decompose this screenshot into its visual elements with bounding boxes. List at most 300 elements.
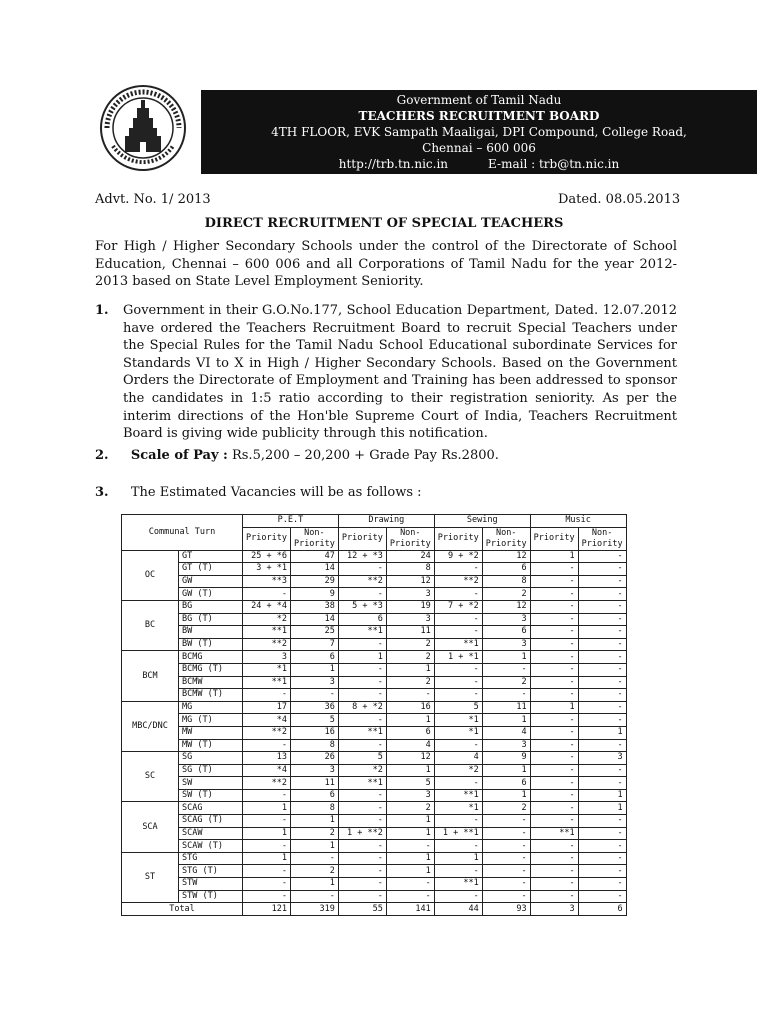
table-row	[122, 626, 627, 639]
vacancy-cell: **3	[243, 575, 291, 588]
vacancy-cell: 2	[482, 802, 530, 815]
vacancy-cell: -	[434, 613, 482, 626]
vacancy-cell: -	[530, 815, 578, 828]
communal-turn-cell: BCMG	[179, 651, 243, 664]
vacancy-cell: 36	[290, 701, 338, 714]
vacancy-cell: **2	[243, 726, 291, 739]
vacancy-cell: -	[530, 575, 578, 588]
vacancy-cell: 1	[386, 663, 434, 676]
vacancy-cell: 5	[290, 714, 338, 727]
vacancy-cell: **1	[530, 827, 578, 840]
vacancy-cell: -	[434, 689, 482, 702]
scale-of-pay-value: Rs.5,200 – 20,200 + Grade Pay Rs.2800.	[227, 448, 499, 463]
vacancy-cell: 1	[338, 651, 386, 664]
vacancy-cell: -	[530, 638, 578, 651]
vacancy-cell: 2	[386, 676, 434, 689]
vacancy-cell: -	[434, 815, 482, 828]
vacancy-cell: 47	[290, 550, 338, 563]
vacancy-cell: 4	[482, 726, 530, 739]
communal-turn-cell: SCAW	[179, 827, 243, 840]
table-row	[122, 815, 627, 828]
advertisement-number: Advt. No. 1/ 2013	[95, 192, 211, 207]
vacancy-cell: -	[434, 563, 482, 576]
vacancy-cell: -	[338, 563, 386, 576]
vacancy-cell: 3	[290, 676, 338, 689]
vacancy-cell: 4	[434, 752, 482, 765]
vacancy-cell: -	[578, 563, 626, 576]
vacancy-cell: -	[434, 890, 482, 903]
vacancy-cell: -	[434, 676, 482, 689]
communal-turn-cell: STW	[179, 878, 243, 891]
vacancy-cell: 12	[386, 752, 434, 765]
scale-of-pay-label: Scale of Pay :	[130, 448, 228, 463]
table-row	[122, 726, 627, 739]
letterhead-box	[201, 90, 757, 174]
vacancy-cell: 1	[482, 789, 530, 802]
vacancy-cell: 19	[386, 600, 434, 613]
vacancy-cell: 11	[482, 701, 530, 714]
vacancy-cell: -	[578, 638, 626, 651]
vacancy-cell: -	[243, 890, 291, 903]
point-1	[95, 302, 677, 443]
table-row	[122, 739, 627, 752]
vacancy-cell: -	[338, 878, 386, 891]
vacancy-cell: -	[243, 815, 291, 828]
vacancy-cell: -	[386, 840, 434, 853]
vacancy-cell: 3	[243, 651, 291, 664]
vacancy-cell: 9	[290, 588, 338, 601]
intro-paragraph: For High / Higher Secondary Schools under the control of the Directorate of School Education, Chennai – 600 006 and all Corporations of Tamil Nadu for the year 2012-2013 based on State Level Employment Seniority.	[95, 239, 677, 289]
table-row	[122, 701, 627, 714]
vacancy-cell: **1	[434, 638, 482, 651]
vacancy-cell: 5 + *3	[338, 600, 386, 613]
vacancy-cell: -	[386, 878, 434, 891]
vacancy-cell: 9 + *2	[434, 550, 482, 563]
total-cell: 44	[434, 903, 482, 916]
vacancy-cell: 1	[243, 827, 291, 840]
point-3-number: 3.	[95, 485, 109, 500]
non-priority-header: Non-Priority	[578, 527, 626, 550]
vacancy-cell: 1	[290, 878, 338, 891]
vacancy-cell: -	[530, 764, 578, 777]
priority-header: Priority	[338, 527, 386, 550]
vacancy-cell: -	[338, 588, 386, 601]
vacancy-cell: **1	[243, 676, 291, 689]
subject-header: P.E.T	[243, 515, 339, 528]
header-email-link[interactable]: E-mail : trb@tn.nic.in	[488, 157, 620, 171]
vacancy-cell: 8	[482, 575, 530, 588]
communal-turn-cell: STG	[179, 852, 243, 865]
vacancy-cell: 2	[386, 638, 434, 651]
vacancy-cell: 12	[482, 550, 530, 563]
vacancy-cell: -	[434, 777, 482, 790]
vacancy-cell: -	[338, 890, 386, 903]
communal-turn-cell: SCAW (T)	[179, 840, 243, 853]
table-row	[122, 613, 627, 626]
vacancy-cell: -	[578, 865, 626, 878]
vacancy-cell: 1 + **1	[434, 827, 482, 840]
priority-header: Priority	[434, 527, 482, 550]
vacancy-cell: -	[530, 613, 578, 626]
vacancy-cell: **1	[434, 878, 482, 891]
vacancy-cell: -	[338, 676, 386, 689]
vacancy-cell: -	[578, 613, 626, 626]
vacancy-cell: -	[578, 575, 626, 588]
table-row	[122, 676, 627, 689]
communal-turn-cell: GW (T)	[179, 588, 243, 601]
vacancy-cell: 25	[290, 626, 338, 639]
vacancy-cell: 11	[386, 626, 434, 639]
vacancy-cell: **1	[338, 626, 386, 639]
vacancy-cell: *1	[243, 663, 291, 676]
communal-turn-cell: SCAG	[179, 802, 243, 815]
point-2-number: 2.	[95, 448, 109, 463]
vacancy-cell: 1	[386, 865, 434, 878]
communal-turn-cell: BW (T)	[179, 638, 243, 651]
community-group-cell: SCA	[122, 802, 179, 852]
table-row	[122, 575, 627, 588]
vacancy-cell: -	[530, 878, 578, 891]
vacancy-cell: -	[338, 852, 386, 865]
vacancy-cell: -	[530, 840, 578, 853]
communal-turn-cell: BG	[179, 600, 243, 613]
total-cell: 3	[530, 903, 578, 916]
vacancy-cell: -	[530, 852, 578, 865]
vacancy-cell: 16	[290, 726, 338, 739]
communal-turn-cell: SG (T)	[179, 764, 243, 777]
vacancy-cell: -	[482, 878, 530, 891]
vacancy-cell: -	[530, 663, 578, 676]
vacancy-cell: -	[530, 689, 578, 702]
vacancy-cell: 24 + *4	[243, 600, 291, 613]
total-cell: 319	[290, 903, 338, 916]
vacancy-cell: -	[578, 890, 626, 903]
vacancy-cell: -	[530, 777, 578, 790]
vacancy-cell: -	[243, 840, 291, 853]
point-3-text: The Estimated Vacancies will be as follows :	[130, 485, 422, 500]
vacancy-cell: -	[386, 890, 434, 903]
communal-turn-cell: BG (T)	[179, 613, 243, 626]
vacancy-cell: -	[434, 739, 482, 752]
table-row	[122, 663, 627, 676]
header-board-name: TEACHERS RECRUITMENT BOARD	[358, 109, 600, 123]
vacancy-cell: -	[578, 701, 626, 714]
communal-turn-cell: MG (T)	[179, 714, 243, 727]
vacancy-cell: 9	[482, 752, 530, 765]
table-row	[122, 878, 627, 891]
vacancy-cell: -	[482, 663, 530, 676]
vacancy-cell: -	[530, 626, 578, 639]
vacancy-cell: -	[434, 588, 482, 601]
subject-header: Music	[530, 515, 626, 528]
vacancy-cell: -	[482, 840, 530, 853]
vacancy-cell: 3	[482, 613, 530, 626]
vacancy-cell: 3	[290, 764, 338, 777]
vacancy-cell: 1	[530, 701, 578, 714]
vacancy-cell: -	[578, 714, 626, 727]
communal-turn-cell: SG	[179, 752, 243, 765]
vacancy-table	[121, 514, 627, 916]
vacancy-cell: *2	[243, 613, 291, 626]
vacancy-cell: -	[530, 676, 578, 689]
priority-header: Priority	[243, 527, 291, 550]
vacancy-cell: 3 + *1	[243, 563, 291, 576]
vacancy-cell: 8 + *2	[338, 701, 386, 714]
header-city: Chennai – 600 006	[422, 141, 536, 155]
vacancy-cell: **2	[434, 575, 482, 588]
vacancy-cell: -	[290, 852, 338, 865]
vacancy-cell: -	[530, 802, 578, 815]
vacancy-cell: -	[578, 663, 626, 676]
vacancy-cell: 1	[290, 840, 338, 853]
vacancy-cell: -	[290, 890, 338, 903]
point-2	[95, 448, 499, 463]
communal-turn-cell: BCMG (T)	[179, 663, 243, 676]
vacancy-cell: -	[434, 626, 482, 639]
communal-turn-cell: STW (T)	[179, 890, 243, 903]
table-row	[122, 777, 627, 790]
vacancy-cell: 5	[386, 777, 434, 790]
total-row	[122, 903, 627, 916]
vacancy-cell: -	[434, 663, 482, 676]
table-row	[122, 651, 627, 664]
vacancy-cell: 5	[434, 701, 482, 714]
vacancy-cell: -	[482, 815, 530, 828]
vacancy-cell: 1	[434, 852, 482, 865]
vacancy-cell: -	[578, 827, 626, 840]
communal-turn-cell: MW (T)	[179, 739, 243, 752]
vacancy-cell: -	[243, 865, 291, 878]
vacancy-cell: 1	[243, 852, 291, 865]
community-group-cell: ST	[122, 852, 179, 902]
community-group-cell: SC	[122, 752, 179, 802]
vacancy-cell: 12 + *3	[338, 550, 386, 563]
total-cell: 55	[338, 903, 386, 916]
vacancy-cell: 1	[482, 714, 530, 727]
vacancy-cell: 3	[386, 789, 434, 802]
communal-turn-cell: MG	[179, 701, 243, 714]
vacancy-cell: -	[530, 726, 578, 739]
vacancy-cell: -	[578, 550, 626, 563]
vacancy-cell: 1	[482, 764, 530, 777]
vacancy-cell: 11	[290, 777, 338, 790]
vacancy-cell: 6	[290, 789, 338, 802]
vacancy-cell: 26	[290, 752, 338, 765]
vacancy-cell: -	[578, 651, 626, 664]
vacancy-cell: 1	[243, 802, 291, 815]
vacancy-cell: 2	[290, 865, 338, 878]
vacancy-cell: 6	[338, 613, 386, 626]
vacancy-cell: 3	[386, 588, 434, 601]
vacancy-cell: -	[482, 890, 530, 903]
vacancy-cell: -	[482, 827, 530, 840]
vacancy-cell: -	[338, 865, 386, 878]
vacancy-cell: -	[338, 815, 386, 828]
vacancy-cell: 1	[386, 852, 434, 865]
communal-turn-cell: BCMW	[179, 676, 243, 689]
vacancy-cell: 2	[482, 676, 530, 689]
table-row	[122, 689, 627, 702]
vacancy-cell: 8	[290, 739, 338, 752]
vacancy-cell: **1	[243, 626, 291, 639]
vacancy-cell: *4	[243, 714, 291, 727]
table-row	[122, 550, 627, 563]
vacancy-cell: -	[338, 789, 386, 802]
vacancy-cell: 6	[290, 651, 338, 664]
vacancy-cell: **2	[243, 777, 291, 790]
vacancy-cell: -	[578, 840, 626, 853]
vacancy-cell: -	[338, 638, 386, 651]
non-priority-header: Non-Priority	[482, 527, 530, 550]
table-row	[122, 890, 627, 903]
page-title: DIRECT RECRUITMENT OF SPECIAL TEACHERS	[204, 216, 564, 231]
vacancy-cell: 1	[386, 714, 434, 727]
subject-header: Sewing	[434, 515, 530, 528]
vacancy-cell: 13	[243, 752, 291, 765]
table-row	[122, 802, 627, 815]
vacancy-cell: 2	[386, 802, 434, 815]
table-row	[122, 827, 627, 840]
communal-turn-cell: SW (T)	[179, 789, 243, 802]
vacancy-cell: -	[434, 865, 482, 878]
vacancy-cell: 1	[482, 651, 530, 664]
vacancy-cell: 8	[290, 802, 338, 815]
vacancy-cell: 6	[386, 726, 434, 739]
vacancy-cell: 3	[578, 752, 626, 765]
community-group-cell: MBC/DNC	[122, 701, 179, 751]
vacancy-cell: -	[243, 789, 291, 802]
letterhead	[95, 78, 687, 176]
vacancy-cell: *2	[338, 764, 386, 777]
vacancy-cell: *2	[434, 764, 482, 777]
vacancy-cell: -	[578, 777, 626, 790]
vacancy-cell: -	[578, 739, 626, 752]
vacancy-cell: 1	[290, 815, 338, 828]
total-label: Total	[122, 903, 243, 916]
vacancy-cell: 1	[578, 726, 626, 739]
vacancy-cell: -	[530, 752, 578, 765]
point-1-text: Government in their G.O.No.177, School Education Department, Dated. 12.07.2012 have ordered the Teachers Recruitment Board to recruit Special Teachers under the Special Rules for the Tamil Nadu School Educational subordinate Services for Standards VI to X in High / Higher Secondary Schools. Based on the Government Orders the Directorate of Employment and Training has been addressed to sponsor the candidates in 1:5 ratio according to their registration seniority. As per the interim directions of the Hon'ble Supreme Court of India, Teachers Recruitment Board is giving wide publicity through this notification.	[123, 303, 677, 442]
vacancy-cell: -	[243, 588, 291, 601]
vacancy-cell: **2	[243, 638, 291, 651]
non-priority-header: Non-Priority	[290, 527, 338, 550]
vacancy-cell: -	[578, 764, 626, 777]
vacancy-cell: 3	[482, 638, 530, 651]
vacancy-cell: **1	[338, 726, 386, 739]
vacancy-cell: -	[243, 689, 291, 702]
total-cell: 121	[243, 903, 291, 916]
vacancy-cell: -	[530, 651, 578, 664]
total-cell: 141	[386, 903, 434, 916]
vacancy-cell: -	[338, 714, 386, 727]
vacancy-cell: -	[530, 789, 578, 802]
table-row	[122, 588, 627, 601]
vacancy-cell: 12	[482, 600, 530, 613]
table-row	[122, 638, 627, 651]
vacancy-cell: -	[578, 626, 626, 639]
advertisement-date: Dated. 08.05.2013	[558, 192, 681, 207]
vacancy-cell: -	[482, 852, 530, 865]
community-group-cell: BC	[122, 600, 179, 650]
priority-header: Priority	[530, 527, 578, 550]
vacancy-cell: 1 + **2	[338, 827, 386, 840]
vacancy-cell: -	[578, 689, 626, 702]
table-row	[122, 752, 627, 765]
vacancy-cell: 38	[290, 600, 338, 613]
vacancy-cell: -	[482, 865, 530, 878]
vacancy-cell: -	[243, 739, 291, 752]
vacancy-cell: 2	[386, 651, 434, 664]
communal-turn-header: Communal Turn	[122, 515, 243, 551]
vacancy-cell: -	[530, 563, 578, 576]
vacancy-cell: 1	[578, 789, 626, 802]
vacancy-cell: -	[338, 739, 386, 752]
vacancy-cell: **1	[434, 789, 482, 802]
vacancy-cell: 1	[386, 827, 434, 840]
vacancy-cell: -	[578, 852, 626, 865]
vacancy-cell: -	[290, 689, 338, 702]
vacancy-cell: 12	[386, 575, 434, 588]
vacancy-cell: -	[386, 689, 434, 702]
vacancy-cell: -	[338, 802, 386, 815]
vacancy-cell: 14	[290, 613, 338, 626]
vacancy-cell: 3	[482, 739, 530, 752]
vacancy-cell: *1	[434, 714, 482, 727]
community-group-cell: OC	[122, 550, 179, 600]
vacancy-cell: *4	[243, 764, 291, 777]
point-1-number: 1.	[95, 303, 109, 318]
communal-turn-cell: SW	[179, 777, 243, 790]
vacancy-cell: 8	[386, 563, 434, 576]
header-website-link[interactable]: http://trb.tn.nic.in	[338, 157, 449, 171]
subject-header: Drawing	[338, 515, 434, 528]
table-row	[122, 865, 627, 878]
communal-turn-cell: GT (T)	[179, 563, 243, 576]
vacancy-cell: -	[243, 878, 291, 891]
vacancy-cell: 1 + *1	[434, 651, 482, 664]
table-row	[122, 789, 627, 802]
vacancy-cell: 24	[386, 550, 434, 563]
vacancy-cell: -	[530, 600, 578, 613]
total-cell: 6	[578, 903, 626, 916]
vacancy-cell: 1	[386, 764, 434, 777]
vacancy-cell: 6	[482, 563, 530, 576]
vacancy-cell: -	[530, 739, 578, 752]
vacancy-cell: 17	[243, 701, 291, 714]
header-government: Government of Tamil Nadu	[396, 93, 562, 107]
communal-turn-cell: SCAG (T)	[179, 815, 243, 828]
vacancy-cell: *1	[434, 802, 482, 815]
vacancy-cell: -	[530, 714, 578, 727]
vacancy-cell: -	[578, 815, 626, 828]
vacancy-cell: 7	[290, 638, 338, 651]
vacancy-cell: 2	[482, 588, 530, 601]
vacancy-cell: 29	[290, 575, 338, 588]
vacancy-cell: 3	[386, 613, 434, 626]
vacancy-cell: 16	[386, 701, 434, 714]
communal-turn-cell: GW	[179, 575, 243, 588]
vacancy-cell: 1	[386, 815, 434, 828]
vacancy-cell: -	[578, 676, 626, 689]
table-row	[122, 714, 627, 727]
vacancy-cell: *1	[434, 726, 482, 739]
vacancy-cell: -	[338, 840, 386, 853]
total-cell: 93	[482, 903, 530, 916]
vacancy-cell: -	[578, 588, 626, 601]
table-row	[122, 563, 627, 576]
vacancy-cell: 4	[386, 739, 434, 752]
table-row	[122, 852, 627, 865]
